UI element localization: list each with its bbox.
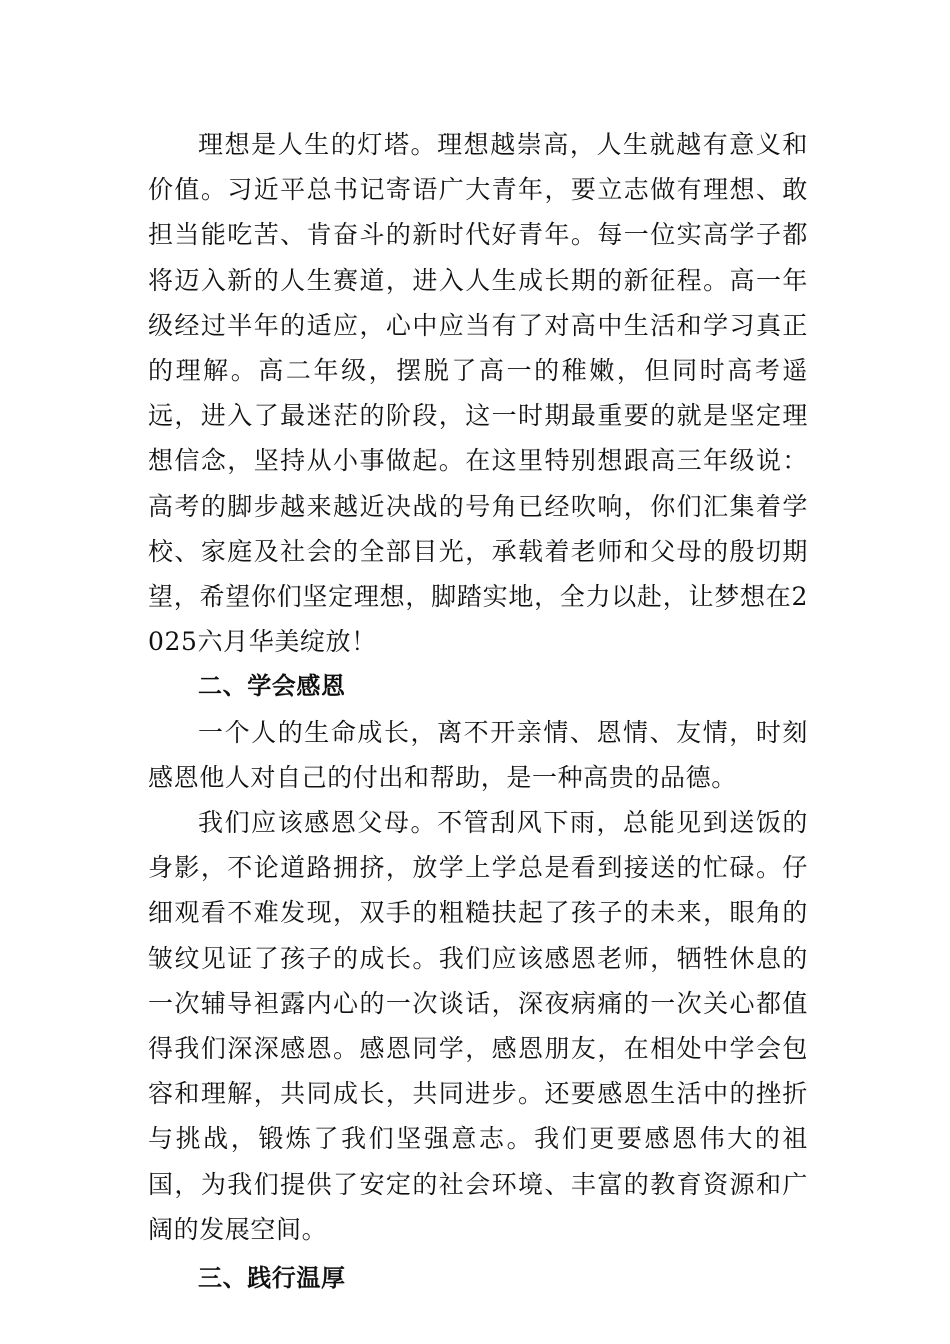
section-heading-kindness: 三、践行温厚 — [198, 1264, 346, 1293]
paragraph-ideals: 理想是人生的灯塔。理想越崇高，人生就越有意义和价值。习近平总书记寄语广大青年，要立志做有理想、敢担当能吃苦、肯奋斗的新时代好青年。每一位实高学子都将迈入新的人生赛道，进入人生成长期的新征程。高一年级经过半年的适应，心中应当有了对高中生活和学习真正的理解。高二年级，摆脱了高一的稚嫩，但同时高考遥远，进入了最迷茫的阶段，这一时期最重要的就是坚定理想信念，坚持从小事做起。在这里特别想跟高三年级说：高考的脚步越来越近决战的号角已经吹响，你们汇集着学校、家庭及社会的全部目光，承载着老师和父母的殷切期望，希望你们坚定理想，脚踏实地，全力以赴，让梦想在2025六月华美绽放！ — [148, 130, 808, 657]
paragraph-gratitude-parents: 我们应该感恩父母。不管刮风下雨，总能见到送饭的身影，不论道路拥挤，放学上学总是看到接送的忙碌。仔细观看不难发现，双手的粗糙扶起了孩子的未来，眼角的皱纹见证了孩子的成长。我们应该感恩老师，牺牲休息的一次辅导袒露内心的一次谈话，深夜病痛的一次关心都值得我们深深感恩。感恩同学，感恩朋友，在相处中学会包容和理解，共同成长，共同进步。还要感恩生活中的挫折与挑战，锻炼了我们坚强意志。我们更要感恩伟大的祖国，为我们提供了安定的社会环境、丰富的教育资源和广阔的发展空间。 — [148, 808, 808, 1244]
paragraph-gratitude-intro: 一个人的生命成长，离不开亲情、恩情、友情，时刻感恩他人对自己的付出和帮助，是一种高贵的品德。 — [148, 717, 808, 792]
section-heading-gratitude: 二、学会感恩 — [198, 672, 346, 701]
document-page — [148, 122, 808, 1301]
